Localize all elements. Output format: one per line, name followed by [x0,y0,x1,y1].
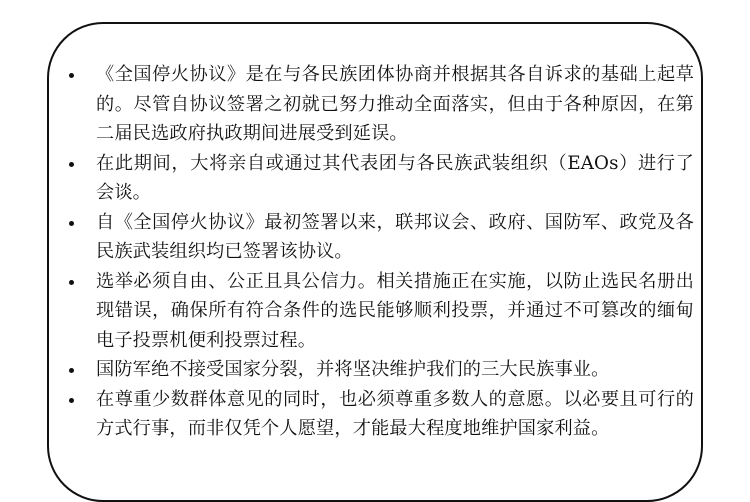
bullet-list [62,60,694,444]
list-item [62,385,694,444]
bullet-text: 选举必须自由、公正且具公信力。相关措施正在实施，以防止选民名册出现错误，确保所有符合条件的选民能够顺利投票，并通过不可篡改的缅甸电子投票机便利投票过程。 [96,270,694,351]
bullet-dot-icon [69,368,74,373]
bullet-text: 国防军绝不接受国家分裂，并将坚决维护我们的三大民族事业。 [96,359,610,380]
bullet-dot-icon [69,73,74,78]
bullet-text: 自《全国停火协议》最初签署以来，联邦议会、政府、国防军、政党及各民族武装组织均已签署该协议。 [96,211,694,262]
list-item [62,267,694,356]
list-item [62,355,694,385]
bullet-text: 在此期间，大将亲自或通过其代表团与各民族武装组织（EAOs）进行了会谈。 [96,152,694,203]
list-item [62,208,694,267]
bullet-dot-icon [69,280,74,285]
bullet-text: 在尊重少数群体意见的同时，也必须尊重多数人的意愿。以必要且可行的方式行事，而非仅凭个人愿望，才能最大程度地维护国家利益。 [96,388,694,439]
list-item [62,149,694,208]
bullet-dot-icon [69,221,74,226]
bullet-text: 《全国停火协议》是在与各民族团体协商并根据其各自诉求的基础上起草的。尽管自协议签署之初就已努力推动全面落实，但由于各种原因，在第二届民选政府执政期间进展受到延误。 [96,64,694,144]
bullet-dot-icon [69,398,74,403]
bullet-dot-icon [69,162,74,167]
list-item [62,60,694,149]
